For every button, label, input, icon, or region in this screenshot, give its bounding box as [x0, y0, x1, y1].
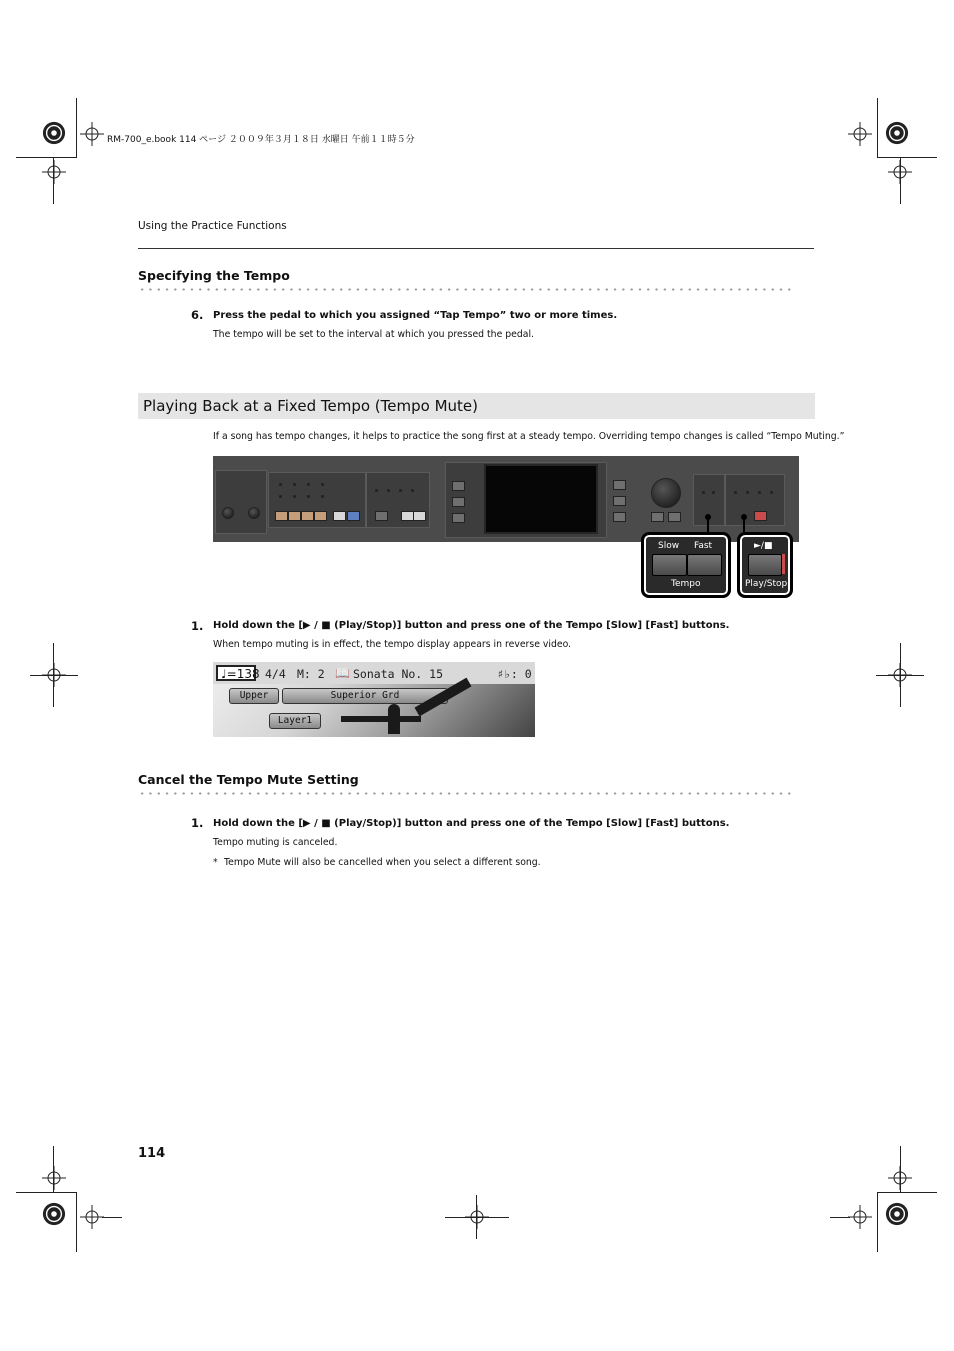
section-banner-tempo-mute [138, 393, 815, 419]
play-led-icon [782, 554, 785, 574]
panel-button-icon [452, 513, 465, 523]
step-number: 1. [191, 619, 204, 633]
variation-button-icon [288, 511, 301, 521]
panel-button-icon [668, 512, 681, 522]
panel-button-icon [375, 511, 388, 521]
play-stop-button[interactable] [748, 554, 782, 576]
intro-paragraph: If a song has tempo changes, it helps to practice the song first at a steady tempo. Overriding tempo changes is called “Tempo Muting.” [213, 431, 845, 442]
variation-button-icon [314, 511, 327, 521]
panel-tone-section [268, 472, 366, 528]
step-number: 6. [191, 308, 204, 322]
step-instruction: Hold down the [▶ / ■ (Play/Stop)] button and press one of the Tempo [Slow] [Fast] buttons. [213, 818, 730, 829]
panel-button-icon [613, 496, 626, 506]
registration-mark-icon [885, 121, 909, 145]
variation-button-icon [275, 511, 288, 521]
registration-mark-icon [42, 121, 66, 145]
crosshair-icon [80, 1205, 104, 1229]
step-result: When tempo muting is in effect, the tempo display appears in reverse video. [213, 639, 572, 650]
crosshair-icon [888, 1166, 912, 1190]
crosshair-icon [42, 1166, 66, 1190]
variation-button-icon [301, 511, 314, 521]
crosshair-icon [42, 160, 66, 184]
record-button-icon [754, 511, 767, 521]
section-title-tempo-mute: Playing Back at a Fixed Tempo (Tempo Mute) [143, 397, 478, 415]
panel-button-icon [347, 511, 360, 521]
play-icon: ▶ [302, 818, 311, 829]
layer-tab: Layer1 [269, 713, 321, 729]
stop-icon: ■ [321, 818, 331, 829]
panel-button-icon [452, 481, 465, 491]
step-number: 1. [191, 816, 204, 830]
part-upper: Upper [229, 688, 279, 704]
registration-mark-icon [885, 1202, 909, 1226]
song-name: Sonata No. 15 [353, 667, 444, 681]
tone-name: Superior Grd [282, 688, 448, 704]
volume-knob-icon [222, 507, 234, 519]
panel-button-icon [333, 511, 346, 521]
key-transpose: ♯♭: 0 [497, 667, 532, 681]
panel-lcd-screen [484, 464, 598, 534]
note-text: Tempo Mute will also be cancelled when you select a different song. [224, 857, 541, 868]
tempo-label: Tempo [671, 579, 701, 589]
step-result: Tempo muting is canceled. [213, 837, 338, 848]
running-head: Using the Practice Functions [138, 220, 287, 232]
panel-button-icon [613, 480, 626, 490]
print-header-line: RM-700_e.book 114 ページ ２００９年３月１８日 水曜日 午前１１時５分 [107, 135, 415, 145]
crosshair-icon [848, 122, 872, 146]
slow-button[interactable] [652, 554, 687, 576]
piano-silhouette-icon [341, 716, 421, 722]
slow-label: Slow [658, 541, 680, 551]
registration-mark-icon [42, 1202, 66, 1226]
fast-button[interactable] [687, 554, 722, 576]
tempo-buttons-callout [641, 532, 731, 598]
pianist-silhouette-icon [388, 704, 400, 734]
play-stop-callout [737, 532, 793, 598]
step-instruction: Hold down the [▶ / ■ (Play/Stop)] button and press one of the Tempo [Slow] [Fast] buttons. [213, 620, 730, 631]
panel-left-section [215, 470, 267, 534]
time-signature: 4/4 [265, 667, 286, 681]
section-title-cancel-tempo-mute: Cancel the Tempo Mute Setting [138, 772, 359, 787]
section-title-specifying-tempo: Specifying the Tempo [138, 268, 290, 283]
panel-button-icon [613, 512, 626, 522]
panel-button-icon [452, 497, 465, 507]
play-stop-symbol: ►/■ [754, 541, 773, 551]
step-result: The tempo will be set to the interval at which you pressed the pedal. [213, 329, 535, 340]
play-stop-label: Play/Stop [745, 579, 788, 589]
dial-icon [651, 478, 681, 508]
dotted-divider [138, 792, 794, 795]
crosshair-icon [848, 1205, 872, 1229]
dotted-divider [138, 288, 794, 291]
panel-button-icon [413, 511, 426, 521]
balance-knob-icon [248, 507, 260, 519]
page-number: 114 [138, 1146, 166, 1161]
fast-label: Fast [694, 541, 713, 551]
callout-connector-icon [700, 513, 750, 535]
book-icon: 📖 [335, 666, 350, 680]
note-mark: * [213, 857, 218, 868]
panel-tone-select-section [366, 472, 430, 528]
step-instruction: Press the pedal to which you assigned “Tap Tempo” two or more times. [213, 310, 618, 321]
play-icon: ▶ [302, 620, 311, 631]
panel-button-icon [651, 512, 664, 522]
stop-icon: ■ [321, 620, 331, 631]
crosshair-icon [80, 122, 104, 146]
crosshair-icon [888, 160, 912, 184]
measure: M: 2 [297, 667, 325, 681]
header-rule [138, 248, 814, 249]
tempo-display-reversed: ♩=138 [216, 665, 256, 681]
lcd-display-screenshot [213, 662, 535, 737]
